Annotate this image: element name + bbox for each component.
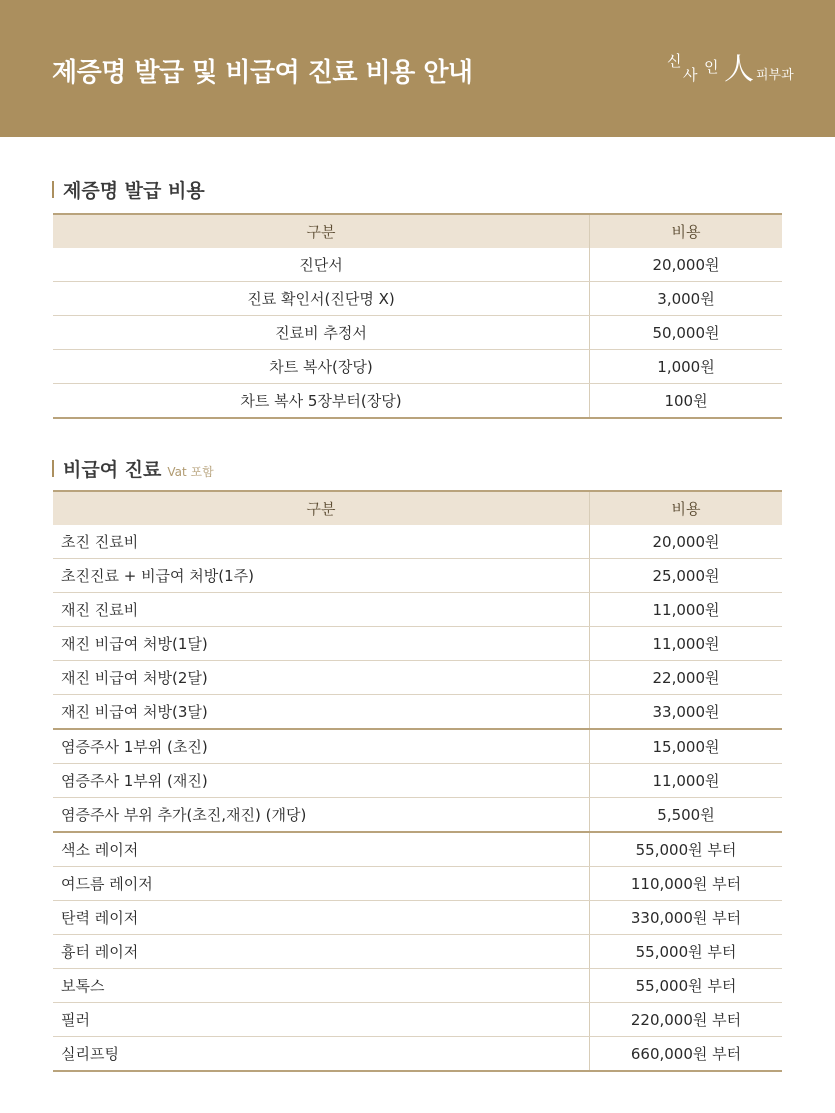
row-name: 재진 비급여 처방(2달)	[61, 669, 208, 687]
row-name: 염증주사 1부위 (초진)	[61, 738, 208, 756]
table-bottom-rule	[53, 417, 782, 419]
row-price: 55,000원 부터	[589, 935, 782, 968]
row-price: 11,000원	[589, 764, 782, 797]
table-row	[53, 968, 782, 1002]
table-row	[53, 592, 782, 626]
logo-syllable-2: 사	[683, 66, 698, 84]
table-row	[53, 900, 782, 934]
table-row	[53, 626, 782, 660]
row-price: 1,000원	[589, 350, 782, 383]
row-name: 진료 확인서(진단명 X)	[247, 290, 395, 308]
section-marker	[52, 460, 54, 477]
logo-syllable-3: 인	[704, 58, 719, 76]
row-price: 20,000원	[589, 525, 782, 558]
table-row	[53, 763, 782, 797]
table-row	[53, 349, 782, 383]
table-row	[53, 694, 782, 728]
row-name: 재진 비급여 처방(3달)	[61, 703, 208, 721]
table-row	[53, 558, 782, 592]
row-price: 5,500원	[589, 798, 782, 831]
table-header-row	[53, 492, 782, 525]
header-banner	[0, 0, 835, 137]
row-price: 55,000원 부터	[589, 969, 782, 1002]
column-header-cost: 비용	[589, 215, 782, 248]
row-price: 100원	[589, 384, 782, 417]
row-name: 진료비 추정서	[275, 324, 367, 342]
row-name: 진단서	[299, 256, 343, 274]
vat-note: Vat 포함	[167, 465, 214, 479]
table-header-row	[53, 215, 782, 248]
row-price: 11,000원	[589, 627, 782, 660]
row-price: 33,000원	[589, 695, 782, 728]
section-marker	[52, 181, 54, 198]
row-price: 20,000원	[589, 248, 782, 281]
table-row	[53, 866, 782, 900]
row-price: 110,000원 부터	[589, 867, 782, 900]
row-price: 55,000원 부터	[589, 833, 782, 866]
row-price: 22,000원	[589, 661, 782, 694]
row-name: 염증주사 1부위 (재진)	[61, 772, 208, 790]
row-name: 보톡스	[61, 977, 105, 995]
row-price: 25,000원	[589, 559, 782, 592]
certificate-fees-table	[53, 213, 782, 419]
table-row	[53, 1036, 782, 1070]
row-name: 재진 진료비	[61, 601, 139, 619]
table-row	[53, 1002, 782, 1036]
row-price: 11,000원	[589, 593, 782, 626]
row-name: 초진진료 + 비급여 처방(1주)	[61, 567, 255, 585]
row-price: 660,000원 부터	[589, 1037, 782, 1070]
row-name: 차트 복사(장당)	[269, 358, 373, 376]
row-name: 차트 복사 5장부터(장당)	[240, 392, 402, 410]
clinic-logo	[664, 46, 794, 86]
table-row	[53, 728, 782, 763]
row-name: 초진 진료비	[61, 533, 139, 551]
uninsured-fees-table	[53, 490, 782, 1072]
logo-mark: 人	[724, 52, 754, 87]
row-name: 염증주사 부위 추가(초진,재진) (개당)	[61, 806, 307, 824]
table-row	[53, 797, 782, 831]
table-row	[53, 934, 782, 968]
row-price: 220,000원 부터	[589, 1003, 782, 1036]
row-name: 탄력 레이저	[61, 909, 139, 927]
page-title: 제증명 발급 및 비급여 진료 비용 안내	[52, 58, 473, 88]
section-title-text: 비급여 진료	[63, 459, 162, 481]
row-price: 15,000원	[589, 730, 782, 763]
row-price: 3,000원	[589, 282, 782, 315]
row-name: 여드름 레이저	[61, 875, 153, 893]
table-row	[53, 248, 782, 281]
section-title-text: 제증명 발급 비용	[63, 180, 205, 202]
row-name: 실리프팅	[61, 1045, 119, 1063]
section-uninsured-fees-title	[52, 455, 214, 482]
row-price: 330,000원 부터	[589, 901, 782, 934]
row-price: 50,000원	[589, 316, 782, 349]
logo-syllable-1: 신	[667, 52, 682, 70]
logo-suffix: 피부과	[756, 68, 794, 83]
row-name: 흉터 레이저	[61, 943, 139, 961]
section-certificate-fees-title	[52, 176, 205, 203]
table-bottom-rule	[53, 1070, 782, 1072]
column-header-category: 구분	[306, 500, 336, 518]
table-row	[53, 525, 782, 558]
row-name: 색소 레이저	[61, 841, 139, 859]
table-row	[53, 831, 782, 866]
table-row	[53, 315, 782, 349]
table-row	[53, 660, 782, 694]
column-header-cost: 비용	[589, 492, 782, 525]
row-name: 재진 비급여 처방(1달)	[61, 635, 208, 653]
row-name: 필러	[61, 1011, 90, 1029]
column-header-category: 구분	[306, 223, 336, 241]
table-row	[53, 281, 782, 315]
table-row	[53, 383, 782, 417]
